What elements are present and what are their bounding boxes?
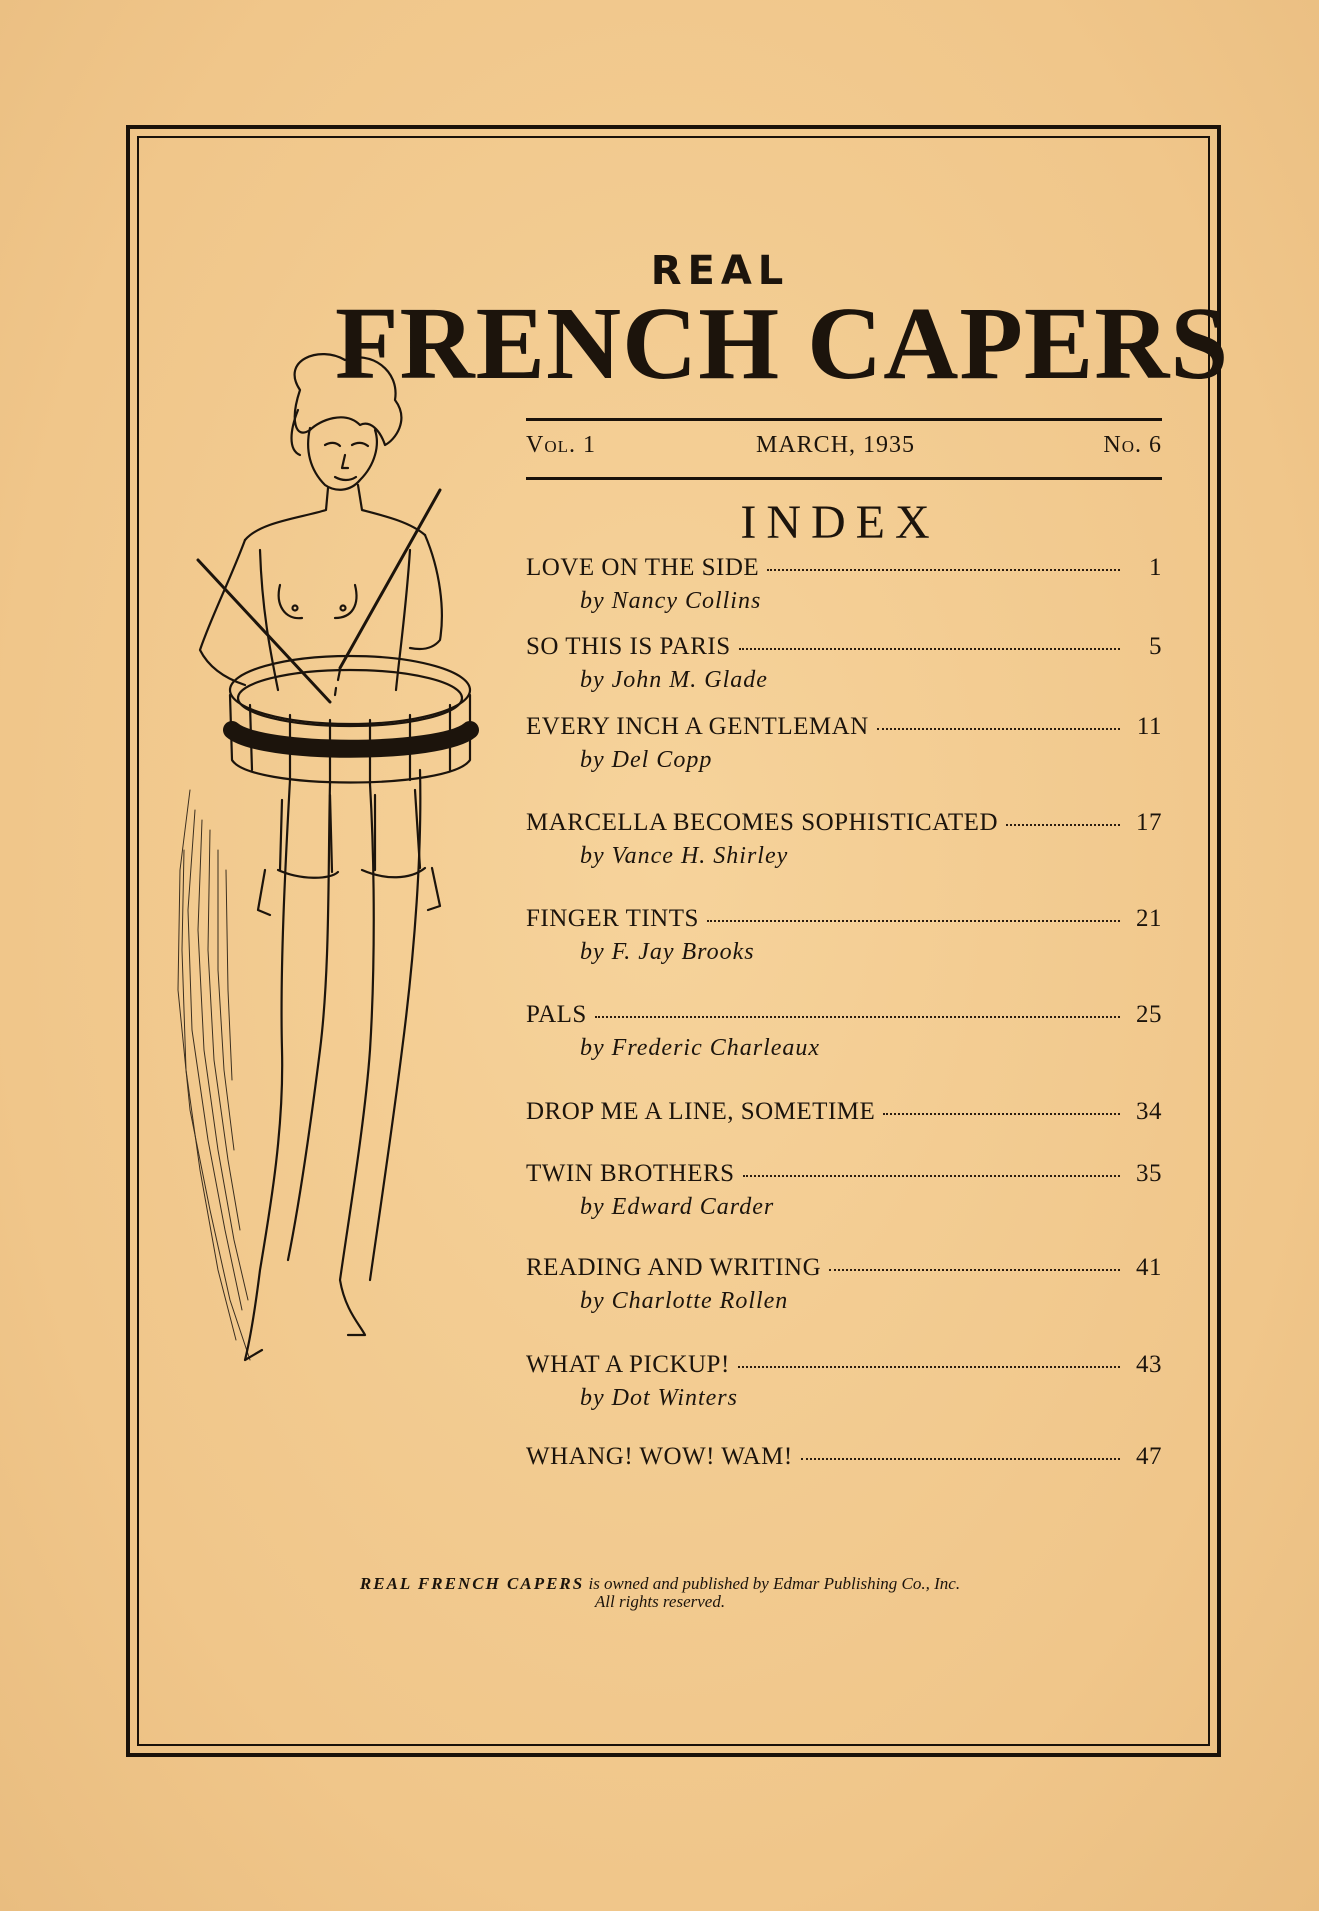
entry-title: PALS xyxy=(526,1001,587,1028)
toc-entry xyxy=(526,1159,1162,1221)
entry-title: TWIN BROTHERS xyxy=(526,1160,735,1187)
entry-page-number: 47 xyxy=(1136,1443,1162,1470)
toc-entry xyxy=(526,1350,1162,1412)
dot-leader xyxy=(829,1249,1120,1271)
index-heading: INDEX xyxy=(740,496,940,549)
toc-entry xyxy=(526,904,1162,966)
entry-page-number: 17 xyxy=(1136,809,1162,836)
issue-number: No. 6 xyxy=(1103,432,1162,458)
publisher-notice xyxy=(240,1575,1080,1611)
footer-publication: REAL FRENCH CAPERS xyxy=(359,1574,585,1593)
dot-leader xyxy=(883,1093,1120,1115)
issue-date: MARCH, 1935 xyxy=(756,432,916,458)
dot-leader xyxy=(1006,804,1120,826)
toc-entry xyxy=(526,1253,1162,1315)
footer-line1: is owned and published by Edmar Publishing Co., Inc. xyxy=(588,1574,961,1593)
entry-author: by Frederic Charleaux xyxy=(580,1035,821,1061)
dot-leader xyxy=(877,708,1120,730)
drummer-illustration xyxy=(170,350,530,1470)
entry-title: MARCELLA BECOMES SOPHISTICATED xyxy=(526,809,998,836)
entry-page-number: 25 xyxy=(1136,1001,1162,1028)
entry-title: SO THIS IS PARIS xyxy=(526,633,731,660)
issue-rule-bottom xyxy=(526,477,1162,480)
entry-title: DROP ME A LINE, SOMETIME xyxy=(526,1098,876,1125)
entry-page-number: 11 xyxy=(1136,713,1162,740)
entry-title: LOVE ON THE SIDE xyxy=(526,554,760,581)
entry-page-number: 35 xyxy=(1136,1160,1162,1187)
entry-author: by Vance H. Shirley xyxy=(580,843,789,869)
entry-title: EVERY INCH A GENTLEMAN xyxy=(526,713,869,740)
toc-entry xyxy=(526,632,1162,694)
entry-author: by John M. Glade xyxy=(580,667,768,693)
dot-leader xyxy=(595,996,1120,1018)
entry-page-number: 43 xyxy=(1136,1351,1162,1378)
entry-page-number: 1 xyxy=(1149,554,1162,581)
toc-entry xyxy=(526,808,1162,870)
toc-entry xyxy=(526,1000,1162,1062)
toc-entry xyxy=(526,1097,1162,1126)
entry-title: WHANG! WOW! WAM! xyxy=(526,1443,793,1470)
footer-line2: All rights reserved. xyxy=(594,1591,726,1611)
entry-page-number: 5 xyxy=(1149,633,1162,660)
entry-page-number: 21 xyxy=(1136,905,1162,932)
entry-author: by Del Copp xyxy=(580,747,713,773)
entry-title: FINGER TINTS xyxy=(526,905,699,932)
entry-author: by F. Jay Brooks xyxy=(580,939,755,965)
entry-page-number: 34 xyxy=(1136,1098,1162,1125)
issue-info-row xyxy=(526,432,1162,468)
dot-leader xyxy=(801,1438,1120,1460)
entry-page-number: 41 xyxy=(1136,1254,1162,1281)
dot-leader xyxy=(707,900,1120,922)
dot-leader xyxy=(767,549,1120,571)
entry-author: by Edward Carder xyxy=(580,1194,775,1220)
toc-entry xyxy=(526,712,1162,774)
dot-leader xyxy=(743,1155,1120,1177)
masthead-kicker: REAL xyxy=(650,248,790,294)
entry-author: by Nancy Collins xyxy=(580,588,762,614)
dot-leader xyxy=(739,628,1120,650)
masthead-title: FRENCH CAPERS xyxy=(335,286,1230,401)
entry-author: by Dot Winters xyxy=(580,1385,738,1411)
entry-title: READING AND WRITING xyxy=(526,1254,822,1281)
dot-leader xyxy=(738,1346,1120,1368)
toc-entry xyxy=(526,553,1162,615)
entry-author: by Charlotte Rollen xyxy=(580,1288,789,1314)
entry-title: WHAT A PICKUP! xyxy=(526,1351,730,1378)
volume-label: Vol. 1 xyxy=(526,432,596,458)
toc-entry xyxy=(526,1442,1162,1471)
issue-rule-top xyxy=(526,418,1162,421)
